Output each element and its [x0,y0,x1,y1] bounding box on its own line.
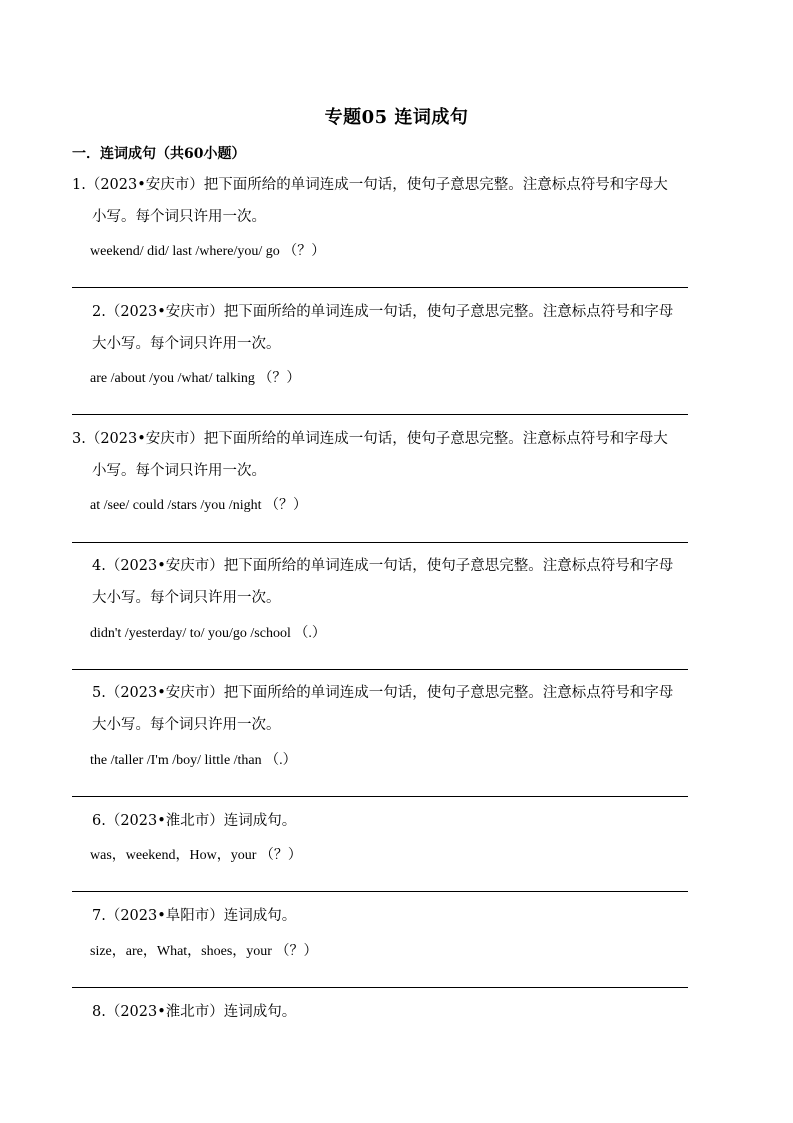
question-prompt-cont: 大小写。每个词只许用一次。 [92,336,281,352]
question-prompt-cont: 小写。每个词只许用一次。 [92,209,266,225]
answer-line[interactable] [72,796,688,797]
question-prompt: 4.（2023•安庆市）把下面所给的单词连成一句话，使句子意思完整。注意标点符号和字母 [92,558,674,574]
section-heading: 一．连词成句（共60小题） [72,146,246,162]
question-prompt: 5.（2023•安庆市）把下面所给的单词连成一句话，使句子意思完整。注意标点符号和字母 [92,685,674,701]
question-prompt: 6.（2023•淮北市）连词成句。 [92,813,297,829]
question-prompt-cont: 大小写。每个词只许用一次。 [92,717,281,733]
question-7 [92,900,296,932]
question-8 [92,996,296,1028]
question-6 [92,805,296,837]
word-list: didn't /yesterday/ to/ you/go /school （.） [90,626,326,641]
word-list: weekend/ did/ last /where/you/ go （？） [90,244,326,259]
question-prompt: 1.（2023•安庆市）把下面所给的单词连成一句话，使句子意思完整。注意标点符号和字母大 [72,177,668,193]
question-prompt: 3.（2023•安庆市）把下面所给的单词连成一句话，使句子意思完整。注意标点符号和字母大 [72,431,668,447]
word-list: the /taller /I'm /boy/ little /than （.） [90,753,297,768]
question-prompt: 7.（2023•阜阳市）连词成句。 [92,908,297,924]
question-5 [92,677,673,741]
answer-line[interactable] [72,414,688,415]
question-prompt-cont: 大小写。每个词只许用一次。 [92,590,281,606]
answer-line[interactable] [72,669,688,670]
question-prompt-cont: 小写。每个词只许用一次。 [92,463,266,479]
question-2 [92,296,673,360]
answer-line[interactable] [72,542,688,543]
question-prompt: 8.（2023•淮北市）连词成句。 [92,1004,297,1020]
word-list: are /about /you /what/ talking （？） [90,371,301,386]
answer-line[interactable] [72,987,688,988]
question-4 [92,550,673,614]
word-list: at /see/ could /stars /you /night （？） [90,498,307,513]
word-list: size，are，What，shoes，your （？） [90,944,318,959]
question-1 [72,169,668,233]
word-list: was，weekend，How，your （？） [90,848,302,863]
answer-line[interactable] [72,891,688,892]
page-title: 专题05 连词成句 [324,107,469,128]
answer-line[interactable] [72,287,688,288]
question-3 [72,423,668,487]
question-prompt: 2.（2023•安庆市）把下面所给的单词连成一句话，使句子意思完整。注意标点符号和字母 [92,304,674,320]
